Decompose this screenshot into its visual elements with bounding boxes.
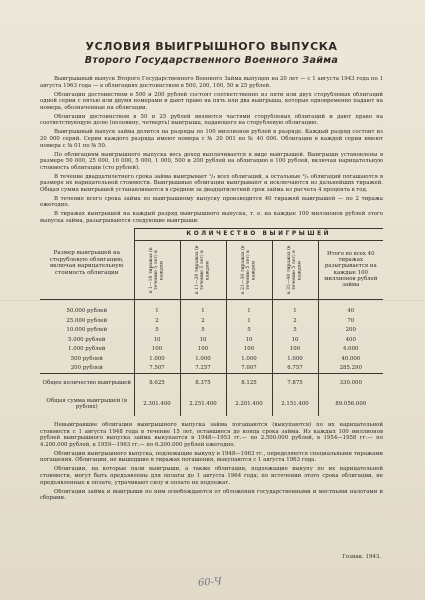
paragraph-winning-share: В течение двадцатилетнего срока займа выигрывает ¹/₃ всех облигаций, а остальные ²/₃ облигаций погашаются в размере их нарицательной стоимости. Выигрышные облигации выигрывают и исключаются из дальнейших тиражей. Общая сумма выигрышей устанавливается в среднем за двадцатилетний срок займа из расчета 4 процента в год. (40, 173, 383, 193)
prize-count-cell: 7.507 (134, 364, 180, 374)
count-value: 8.625 (134, 374, 180, 393)
prize-count-cell: 6.757 (272, 364, 318, 374)
prize-count-cell: 2 (180, 316, 226, 326)
prize-size-cell: 500 рублей (70, 355, 103, 362)
prize-total-cell: 4.000 (318, 345, 383, 355)
table-row (40, 354, 383, 364)
prize-count-cell: 5 (272, 326, 318, 336)
draws-1-10-header: в 1—10 тиражах (в течение 5 лет) в каждом (134, 240, 180, 299)
prize-size-cell: 50.000 рублей (66, 308, 108, 315)
prize-count-cell: 10 (272, 335, 318, 345)
fold-line (0, 300, 425, 301)
paragraph-prize-sizes: По облигациям выигрышного выпуска весь доход выплачивается в виде выигрышей. Выигрыши установлены в размере 50 000, 25 000, 10 000, 5 000, 1 000, 500 и 200 рублей на облигацию в 100 рублей, включая нарицательную стоимость облигации (сто рублей). (40, 151, 383, 171)
prize-count-cell: 1 (226, 307, 272, 317)
prize-count-cell: 100 (226, 345, 272, 355)
paragraph-categories: Выигрышный выпуск займа делится на разряды по 100 миллионов рублей в разряде. Каждый разряд состоит из 20 000 серий. Серии каждого разряда имеют номера с № 20 001 по № 40 000. Облигации в каждой серии имеют номера с № 01 по № 50. (40, 129, 383, 149)
paragraph-tax-exemption: Облигации займа и выигрыши по ним освобождаются от обложения государственными и местными налогами и сборами. (40, 488, 383, 502)
total-count-label: Общее количество выигрышей (40, 374, 134, 393)
total-header: Итого во всех 40 тиражах разыгрывается на каждые 100 миллионов рублей займа (318, 240, 383, 299)
prize-count-cell: 1 (272, 307, 318, 317)
count-value-total: 330.000 (318, 374, 383, 393)
prize-count-cell: 5 (226, 326, 272, 336)
prize-count-cell: 1.000 (180, 354, 226, 364)
prize-count-cell: 1 (226, 316, 272, 326)
handwritten-mark: 60-Ч (197, 576, 223, 589)
count-value: 7.875 (272, 374, 318, 393)
paragraph-table-intro: В тиражах выигрышей на каждый разряд выигрышного выпуска, т. е. на каждые 100 миллионов рублей этого выпуска займа, разыгрываются следующие выигрыши: (40, 211, 383, 225)
prize-total-cell: 40.000 (318, 354, 383, 364)
table-row (40, 307, 383, 317)
prize-count-cell: 5 (180, 326, 226, 336)
prize-count-cell: 10 (134, 335, 180, 345)
sum-value: 2.301.400 (134, 392, 180, 416)
prize-size-cell: 200 рублей (70, 365, 103, 372)
prize-count-cell: 100 (134, 345, 180, 355)
paragraph-small-denominations: Облигации достоинством в 50 и 25 рублей являются частями сторублевых облигаций и дают право на соответствующую долю (половину, четверть) выигрыша, падающего на сторублевую облигацию. (40, 113, 383, 127)
prize-size-cell: 1.000 рублей (68, 346, 106, 353)
count-value: 8.125 (226, 374, 272, 393)
paragraph-payment-deadline: Облигации, на которые пали выигрыши, а также облигации, подлежащие выкупу по их нарицательной стоимости, могут быть предъявлены для оплаты до 1 августа 1964 года; по истечении этого срока облигации, не предъявленные к оплате, утрачивают силу и оплате не подлежат. (40, 466, 383, 486)
prize-count-cell: 1.000 (226, 354, 272, 364)
prize-count-cell: 7.007 (226, 364, 272, 374)
prize-count-cell: 10 (226, 335, 272, 345)
table-row (40, 316, 383, 326)
prize-total-cell: 40 (318, 307, 383, 317)
prize-count-cell: 1 (134, 307, 180, 317)
sum-value: 2.251.400 (180, 392, 226, 416)
table-row (40, 364, 383, 374)
paragraph-large-denominations: Облигации достоинством в 500 и 200 рублей состоят соответственно из пяти или двух сторублевых облигаций одной серии с пятью или двумя номерами и дают право на пять или два выигрыша, которые одновременно падают на номера, обозначенные на облигации. (40, 91, 383, 111)
prize-total-cell: 200 (318, 326, 383, 336)
document-title: УСЛОВИЯ ВЫИГРЫШНОГО ВЫПУСКА (85, 40, 338, 53)
paragraph-redemption-draws: Облигации выигрышного выпуска, подлежащие выкупу в 1948—1963 гг., определяются специальными тиражами погашения. Облигации, не вышедшие в тиражах погашения, выкупаются с 1 августа 1963 года. (40, 450, 383, 464)
draws-11-20-header: в 11—20 тиражах (в течение 5 лет) в каждом (180, 240, 226, 299)
prize-count-cell: 100 (180, 345, 226, 355)
sum-value: 2.151.400 (272, 392, 318, 416)
prize-count-cell: 1.000 (272, 354, 318, 364)
prize-size-cell: 10.000 рублей (66, 327, 108, 334)
table-row (40, 335, 383, 345)
prize-size-header: Размер выигрышей на сторублевую облигацию, включая нарицательную стоимость облигации (40, 228, 134, 299)
prize-count-cell: 7.257 (180, 364, 226, 374)
printer-mark: Гознак. 1943. (342, 554, 381, 560)
prize-total-cell: 285.290 (318, 364, 383, 374)
prize-total-cell: 400 (318, 335, 383, 345)
prize-count-cell: 1.000 (134, 354, 180, 364)
table-row (40, 345, 383, 355)
prize-count-cell: 1 (180, 307, 226, 317)
prize-size-cell: 5.000 рублей (68, 336, 106, 343)
prize-table (40, 228, 383, 417)
draws-21-30-header: в 21—30 тиражах (в течение 5 лет) в каждом (226, 240, 272, 299)
total-sum-label: Общая сумма выигрышей (в рублях) (46, 397, 128, 411)
prize-total-cell: 70 (318, 316, 383, 326)
paragraph-draw-count: В течение всего срока займа по выигрышному выпуску производится 40 тиражей выигрышей — по 2 тиража ежегодно. (40, 195, 383, 209)
draws-31-40-header: в 31—40 тиражах (в течение 5 лет) в каждом (272, 240, 318, 299)
sum-value: 2.201.400 (226, 392, 272, 416)
count-value: 8.375 (180, 374, 226, 393)
prize-count-cell: 5 (134, 326, 180, 336)
document-subtitle: Второго Государственного Военного Займа (84, 55, 339, 66)
prize-size-cell: 25.000 рублей (66, 317, 108, 324)
table-row (40, 326, 383, 336)
prize-count-cell: 2 (134, 316, 180, 326)
prize-count-header: КОЛИЧЕСТВО ВЫИГРЫШЕЙ (134, 228, 383, 240)
paragraph-issue-term: Выигрышный выпуск Второго Государственного Военного Займа выпущен на 20 лет — с 1 августа 1943 года по 1 августа 1963 года — в облигациях достоинством в 500, 200, 100, 50 и 25 рублей. (40, 76, 383, 89)
prize-count-cell: 2 (272, 316, 318, 326)
prize-count-cell: 100 (272, 345, 318, 355)
sum-value-total: 89.056.000 (318, 392, 383, 416)
prize-count-cell: 10 (180, 335, 226, 345)
paragraph-redemption: Невыигравшие облигации выигрышного выпуска займа погашаются (выкупаются) по их нарицательной стоимости с 1 августа 1948 года в течение 15 лет, оставшиеся до конца срока займа. Из каждых 100 миллионов рублей выигрышного выпуска займа выкупается в 1948—1953 гг.— по 2.500.000 рублей, в 1954—1958 гг.— по 4.200.000 рублей, в 1959—1963 гг.— по 6.200.000 рублей ежегодно. (40, 422, 383, 448)
